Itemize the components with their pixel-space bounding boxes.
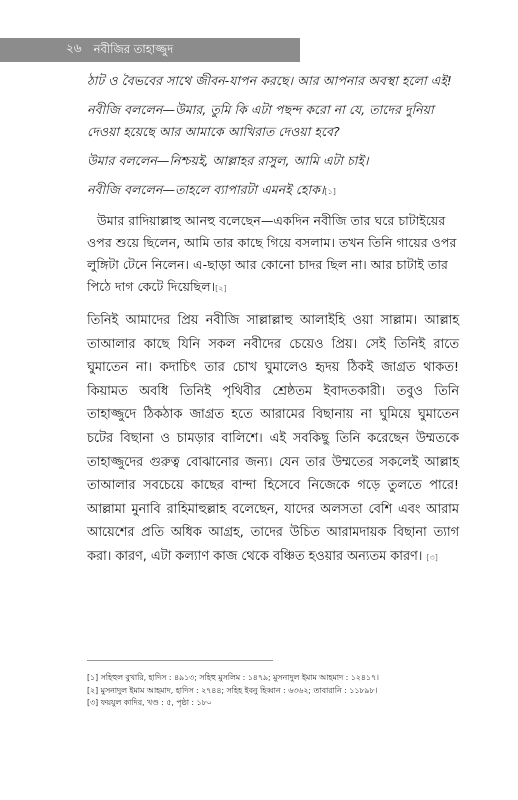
footnote-divider bbox=[87, 660, 273, 661]
footnote-item: [৩] ফয়যুল কাদির, খণ্ড : ৫, পৃষ্ঠা : ১৮০ bbox=[87, 698, 212, 708]
footnote-ref: [১] bbox=[324, 187, 336, 196]
running-header bbox=[0, 38, 300, 62]
footnotes bbox=[87, 672, 467, 710]
dialogue-line bbox=[87, 179, 459, 203]
page-number: ২৬ bbox=[66, 41, 82, 55]
dialogue-text: নবীজি বললেন—তাহলে ব্যাপারটা এমনই হোক। bbox=[87, 182, 325, 197]
page-body bbox=[87, 70, 459, 570]
dialogue-line: উমার বললেন—নিশ্চয়ই, আল্লাহর রাসুল, আমি এটা চাই। bbox=[87, 153, 369, 168]
footnote-item: [২] মুসনাদুল ইমাম আহমাদ, হাদিস : ২৭৪৪; সহিহ ইবনু হিব্বান : ৬৩৬২; তাবারানি : ১১৮৯৮। bbox=[87, 685, 378, 695]
paragraph-text: তিনিই আমাদের প্রিয় নবীজি সাল্লাল্লাহু আলাইহি ওয়া সাল্লাম। আল্লাহ তাআলার কাছে যিনি সকল নবীদের চেয়েও প্রিয়। সেই তিনিই রাতে ঘুমাতেন না। কদাচিৎ তার চোখ ঘুমালেও হৃদয় ঠিকই জাগ্রত থাকত! কিয়ামত অবধি তিনিই পৃথিবীর শ্রেষ্ঠতম ইবাদতকারী। তবুও তিনি তাহাজ্জুদে ঠিকঠাক জাগ্রত হতে আরামের বিছানায় না ঘুমিয়ে ঘুমাতেন চটের বিছানা ও চামড়ার বালিশে। এই সবকিছু তিনি করেছেন উম্মতকে তাহাজ্জুদের গুরুত্ব বোঝানোর জন্য। যেন তার উম্মতের সকলেই আল্লাহ তাআলার সবচেয়ে কাছের বান্দা হিসেবে নিজেকে গড়ে তুলতে পারে! আল্লামা মুনাবি রাহিমাহুল্লাহ বলেছেন, যাদের অলসতা বেশি এবং আরাম আয়েশের প্রতি অধিক আগ্রহ, তাদের উচিত আরামদায়ক বিছানা ত্যাগ করা। কারণ, এটা কল্যাণ কাজ থেকে বঞ্চিত হওয়ার অন্যতম কারণ। bbox=[87, 313, 459, 564]
dialogue-line: ঠাট ও বৈভবের সাথে জীবন-যাপন করছে। আর আপনার অবস্থা হলো এই! bbox=[87, 73, 452, 88]
footnote-item: [১] সহিহুল বুখারি, হাদিস : ৪৯১৩; সহিহু মুসলিম : ১৪৭৯; মুসনাদুল ইমাম আহমাদ : ১২৪১৭। bbox=[87, 673, 379, 682]
footnote-ref: [৩] bbox=[426, 552, 438, 562]
narration-paragraph bbox=[87, 210, 459, 300]
commentary-paragraph bbox=[87, 309, 459, 570]
footnote-ref: [২] bbox=[215, 284, 227, 293]
paragraph-text: উমার রাদিয়াল্লাহু আনহু বলেছেন—একদিন নবীজি তার ঘরে চাটাইয়ের ওপর শুয়ে ছিলেন, আমি তার কাছে গিয়ে বসলাম। তখন তিনি গায়ের ওপর লুঙ্গিটা টেনে নিলেন। এ-ছাড়া আর কোনো চাদর ছিল না। আর চাটাই তার পিঠে দাগ কেটে দিয়েছিল। bbox=[87, 213, 457, 294]
dialogue-block bbox=[87, 70, 459, 203]
dialogue-line: নবীজি বললেন—উমার, তুমি কি এটা পছন্দ করো না যে, তাদের দুনিয়া দেওয়া হয়েছে আর আমাকে আখিরাত দেওয়া হবে? bbox=[87, 102, 434, 139]
running-title: নবীজির তাহাজ্জুদ bbox=[93, 41, 174, 56]
